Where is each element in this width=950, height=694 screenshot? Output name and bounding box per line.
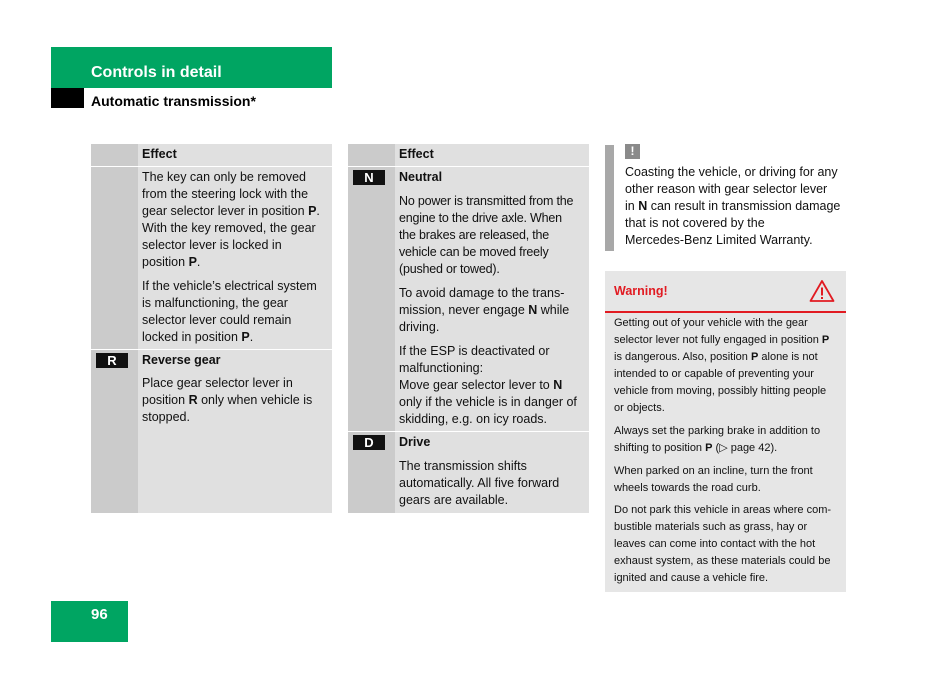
subsection-title: Automatic transmission* [91,93,256,109]
gear-d-badge: D [353,435,385,450]
page-number: 96 [91,606,108,623]
gear-table-left [91,144,332,513]
neutral-description: No power is transmitted from the engine to the drive axle. When the brakes are released, the vehicle can be moved freely (pushed or towed). [399,194,574,276]
table-header [348,144,589,167]
exclamation-icon: ! [625,144,640,159]
gear-table-right [348,144,589,513]
effect-header: Effect [399,147,434,161]
table-header [91,144,332,167]
p-description: The key can only be removed from the steering lock with the gear selector lever in position P. With the key removed, the gear selector lever is locked in position P. [142,170,320,269]
reverse-description: Place gear selector lever in position R only when vehicle is stopped. [142,376,313,424]
warning-title: Warning! [614,284,668,298]
drive-title: Drive [399,435,431,449]
note-bar [605,145,614,251]
warning-paragraph-1: Getting out of your vehicle with the gear selector lever not fully engaged in position P is dangerous. Also, position P alone is not intended to or capable of preventing your vehicle from moving, possibly hitting people or objects. [614,317,830,414]
warning-paragraph-3: When parked on an incline, turn the front wheels towards the road curb. [614,465,813,494]
reverse-title: Reverse gear [142,353,221,367]
gear-column [91,144,138,513]
warning-header [605,271,846,313]
warning-paragraph-4: Do not park this vehicle in areas where com- bustible materials such as grass, hay or leaves can come into contact with the hot exhaust system, as these materials could be ignited and cause a vehicle fire. [614,504,832,584]
effect-header: Effect [142,147,177,161]
section-title: Controls in detail [91,64,222,81]
neutral-caution: To avoid damage to the trans- mission, never engage N while driving. [399,286,570,334]
note-text: Coasting the vehicle, or driving for any other reason with gear selector lever in N can result in transmission damage that is not covered by the Mercedes-Benz Limited Warranty. [625,165,841,247]
row-divider [348,431,589,432]
p-malfunction-note: If the vehicle’s electrical system is malfunctioning, the gear selector lever could remain locked in position P. [142,279,317,344]
row-divider [91,349,332,350]
gear-column [348,144,395,513]
gear-r-badge: R [96,353,128,368]
warning-box [605,271,846,592]
warning-triangle-icon [809,279,835,303]
neutral-esp-note: If the ESP is deactivated or malfunctioning: Move gear selector lever to N only if the vehicle is in danger of skidding, e.g. on icy roads. [399,344,577,426]
neutral-title: Neutral [399,170,443,184]
drive-description: The transmission shifts automatically. All five forward gears are available. [399,459,560,507]
gear-n-badge: N [353,170,385,185]
page-number-box [51,601,128,642]
subsection-marker [51,88,84,108]
warning-paragraph-2: Always set the parking brake in addition to shifting to position P (▷ page 42). [614,425,821,454]
